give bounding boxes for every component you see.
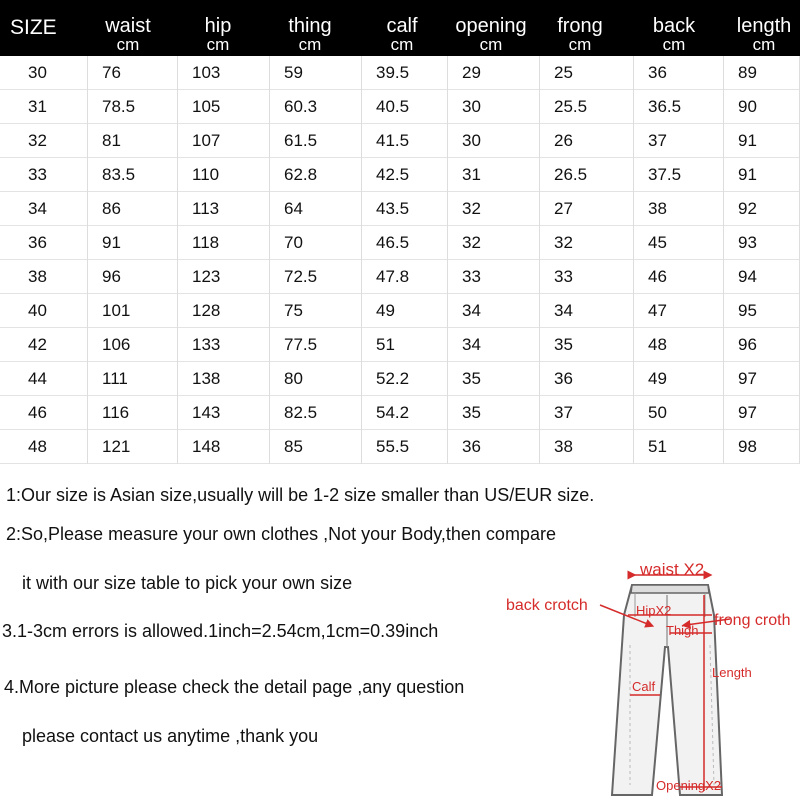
diagram-hip-label: HipX2 [636, 603, 672, 618]
table-cell: 118 [178, 226, 270, 260]
header-label: thing [288, 15, 332, 37]
note-2-line-1: 2:So,Please measure your own clothes ,Not your Body,then compare [6, 524, 556, 544]
table-cell: 49 [634, 362, 724, 396]
table-cell: 36 [448, 430, 540, 464]
table-row [0, 294, 800, 328]
table-row [0, 328, 800, 362]
diagram-waist-label: waist X2 [640, 560, 705, 579]
table-cell: 85 [270, 430, 362, 464]
header-label: back [652, 15, 696, 37]
table-row [0, 192, 800, 226]
table-cell: 91 [724, 124, 800, 158]
size-cell: 31 [0, 90, 88, 124]
table-cell: 96 [88, 260, 178, 294]
header-unit: cm [479, 35, 503, 54]
header-label: hip [204, 15, 232, 37]
note-1: 1:Our size is Asian size,usually will be 1-2 size smaller than US/EUR size. [6, 485, 595, 505]
header-opening [448, 0, 534, 56]
table-cell: 128 [178, 294, 270, 328]
table-cell: 90 [724, 90, 800, 124]
table-cell: 25 [540, 56, 634, 90]
table-cell: 83.5 [88, 158, 178, 192]
size-cell: 40 [0, 294, 88, 328]
size-cell: 44 [0, 362, 88, 396]
table-cell: 26.5 [540, 158, 634, 192]
table-cell: 62.8 [270, 158, 362, 192]
table-cell: 36 [634, 56, 724, 90]
header-unit: cm [116, 35, 140, 54]
table-cell: 97 [724, 396, 800, 430]
header-calf [362, 0, 442, 56]
table-cell: 95 [724, 294, 800, 328]
pants-measurement-diagram [500, 555, 800, 800]
table-cell: 97 [724, 362, 800, 396]
table-cell: 111 [88, 362, 178, 396]
table-cell: 48 [634, 328, 724, 362]
header-unit: cm [390, 35, 414, 54]
note-3: 3.1-3cm errors is allowed.1inch=2.54cm,1cm=0.39inch [2, 621, 439, 641]
diagram-opening-label: OpeningX2 [656, 778, 722, 793]
header-back [634, 0, 714, 56]
table-cell: 31 [448, 158, 540, 192]
table-cell: 50 [634, 396, 724, 430]
table-cell: 34 [448, 328, 540, 362]
table-cell: 72.5 [270, 260, 362, 294]
table-row [0, 90, 800, 124]
header-label: opening [455, 15, 527, 37]
header-unit: cm [752, 35, 776, 54]
table-cell: 107 [178, 124, 270, 158]
header-frong [540, 0, 620, 56]
table-cell: 34 [540, 294, 634, 328]
table-row [0, 362, 800, 396]
table-cell: 106 [88, 328, 178, 362]
table-cell: 52.2 [362, 362, 448, 396]
size-cell: 33 [0, 158, 88, 192]
header-label: waist [105, 15, 151, 37]
table-cell: 38 [634, 192, 724, 226]
table-cell: 92 [724, 192, 800, 226]
size-cell: 32 [0, 124, 88, 158]
header-unit: cm [568, 35, 592, 54]
header-unit: cm [206, 35, 230, 54]
table-cell: 59 [270, 56, 362, 90]
table-cell: 33 [448, 260, 540, 294]
header-label: calf [386, 15, 418, 37]
table-cell: 64 [270, 192, 362, 226]
table-cell: 29 [448, 56, 540, 90]
header-size [0, 0, 78, 56]
header-unit: cm [298, 35, 322, 54]
table-cell: 133 [178, 328, 270, 362]
header-label: length [736, 15, 792, 37]
table-cell: 37 [634, 124, 724, 158]
table-row [0, 124, 800, 158]
table-row [0, 56, 800, 90]
table-cell: 94 [724, 260, 800, 294]
header-size-label: SIZE [10, 16, 57, 39]
table-cell: 43.5 [362, 192, 448, 226]
size-cell: 30 [0, 56, 88, 90]
table-cell: 91 [88, 226, 178, 260]
table-cell: 45 [634, 226, 724, 260]
table-cell: 35 [448, 396, 540, 430]
table-cell: 70 [270, 226, 362, 260]
table-cell: 75 [270, 294, 362, 328]
table-cell: 116 [88, 396, 178, 430]
table-cell: 35 [540, 328, 634, 362]
table-cell: 61.5 [270, 124, 362, 158]
table-cell: 80 [270, 362, 362, 396]
table-cell: 25.5 [540, 90, 634, 124]
header-thing [270, 0, 350, 56]
note-2-line-2: it with our size table to pick your own size [22, 573, 353, 593]
table-row [0, 158, 800, 192]
table-cell: 26 [540, 124, 634, 158]
table-cell: 138 [178, 362, 270, 396]
table-cell: 121 [88, 430, 178, 464]
size-cell: 42 [0, 328, 88, 362]
table-cell: 47 [634, 294, 724, 328]
table-cell: 96 [724, 328, 800, 362]
size-cell: 46 [0, 396, 88, 430]
table-cell: 148 [178, 430, 270, 464]
table-cell: 143 [178, 396, 270, 430]
table-cell: 34 [448, 294, 540, 328]
table-cell: 113 [178, 192, 270, 226]
diagram-length-label: Length [712, 665, 752, 680]
table-cell: 54.2 [362, 396, 448, 430]
table-cell: 30 [448, 90, 540, 124]
size-cell: 36 [0, 226, 88, 260]
table-cell: 98 [724, 430, 800, 464]
table-cell: 30 [448, 124, 540, 158]
table-cell: 76 [88, 56, 178, 90]
table-row [0, 226, 800, 260]
table-cell: 32 [448, 226, 540, 260]
header-length [724, 0, 800, 56]
table-cell: 32 [540, 226, 634, 260]
table-cell: 33 [540, 260, 634, 294]
header-waist [88, 0, 168, 56]
table-cell: 27 [540, 192, 634, 226]
table-cell: 78.5 [88, 90, 178, 124]
table-cell: 103 [178, 56, 270, 90]
table-cell: 35 [448, 362, 540, 396]
pants-outline-icon [500, 555, 800, 800]
table-cell: 38 [540, 430, 634, 464]
table-cell: 60.3 [270, 90, 362, 124]
diagram-calf-label: Calf [632, 679, 656, 694]
size-cell: 48 [0, 430, 88, 464]
table-cell: 46 [634, 260, 724, 294]
size-cell: 38 [0, 260, 88, 294]
table-cell: 51 [362, 328, 448, 362]
table-cell: 105 [178, 90, 270, 124]
table-cell: 42.5 [362, 158, 448, 192]
table-cell: 40.5 [362, 90, 448, 124]
diagram-back-crotch-label: back crotch [506, 597, 588, 614]
table-cell: 86 [88, 192, 178, 226]
table-cell: 81 [88, 124, 178, 158]
diagram-frong-croth-label: frong croth [714, 612, 791, 629]
table-cell: 123 [178, 260, 270, 294]
table-cell: 32 [448, 192, 540, 226]
table-row [0, 430, 800, 464]
diagram-thigh-label: Thigh [666, 623, 699, 638]
table-cell: 101 [88, 294, 178, 328]
table-cell: 55.5 [362, 430, 448, 464]
header-label: frong [557, 15, 603, 37]
table-cell: 36 [540, 362, 634, 396]
table-cell: 49 [362, 294, 448, 328]
table-cell: 37 [540, 396, 634, 430]
size-cell: 34 [0, 192, 88, 226]
table-cell: 93 [724, 226, 800, 260]
header-unit: cm [662, 35, 686, 54]
table-cell: 37.5 [634, 158, 724, 192]
size-table-header [0, 0, 800, 56]
note-4-line-1: 4.More picture please check the detail page ,any question [4, 677, 465, 697]
header-hip [178, 0, 258, 56]
table-cell: 36.5 [634, 90, 724, 124]
table-cell: 47.8 [362, 260, 448, 294]
table-cell: 41.5 [362, 124, 448, 158]
table-cell: 89 [724, 56, 800, 90]
table-row [0, 396, 800, 430]
table-cell: 77.5 [270, 328, 362, 362]
table-cell: 82.5 [270, 396, 362, 430]
table-cell: 51 [634, 430, 724, 464]
table-cell: 110 [178, 158, 270, 192]
table-cell: 39.5 [362, 56, 448, 90]
table-row [0, 260, 800, 294]
note-4-line-2: please contact us anytime ,thank you [22, 726, 319, 746]
table-cell: 91 [724, 158, 800, 192]
table-cell: 46.5 [362, 226, 448, 260]
